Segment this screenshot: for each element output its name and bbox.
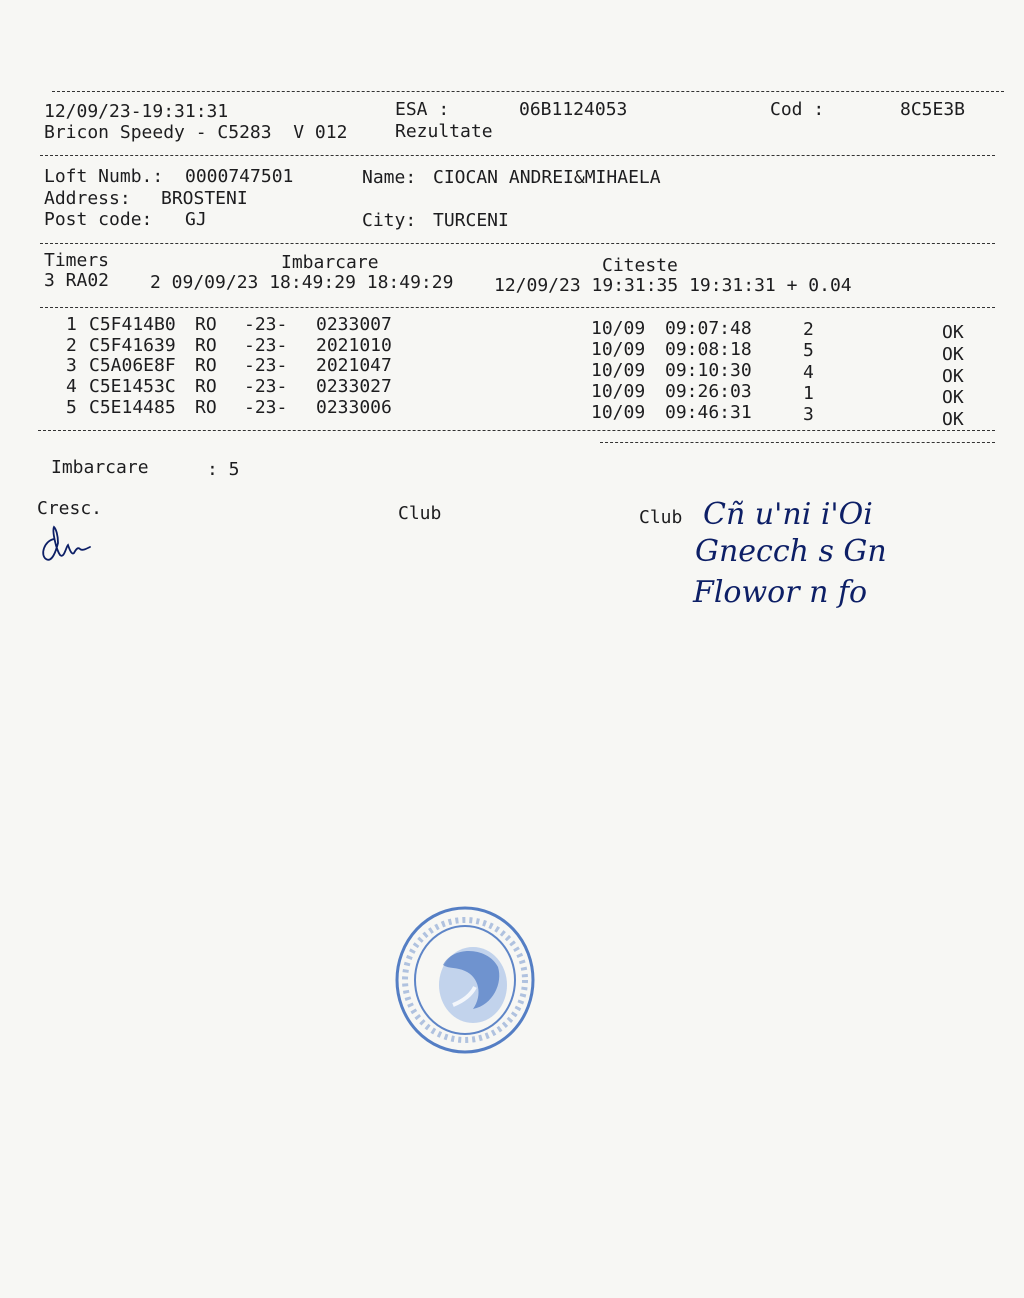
- position: 2: [803, 319, 814, 340]
- ring-id: C5F414B0: [89, 314, 176, 335]
- country: RO: [195, 397, 217, 418]
- country: RO: [195, 376, 217, 397]
- row-index: 1: [66, 314, 77, 335]
- arrival-date: 10/09: [591, 381, 646, 402]
- row-index: 4: [66, 376, 77, 397]
- ring-id: C5A06E8F: [89, 355, 176, 376]
- ring-number: 2021047: [316, 355, 392, 376]
- status: OK: [942, 322, 964, 343]
- esa-value: 06B1124053: [519, 99, 628, 120]
- postcode-label: Post code:: [44, 209, 153, 230]
- ring-id: C5F41639: [89, 335, 176, 356]
- arrival-time: 09:46:31: [665, 402, 752, 423]
- imbarcare-summary-value: : 5: [207, 459, 240, 480]
- city-label: City:: [362, 210, 417, 231]
- divider: [38, 430, 995, 431]
- arrival-time: 09:10:30: [665, 360, 752, 381]
- ring-number: 0233027: [316, 376, 392, 397]
- mode-label: Rezultate: [395, 121, 493, 142]
- address-value: BROSTENI: [161, 188, 248, 209]
- stamp-seal: [393, 905, 538, 1055]
- arrival-date: 10/09: [591, 339, 646, 360]
- year: -23-: [244, 355, 288, 376]
- arrival-date: 10/09: [591, 402, 646, 423]
- row-index: 3: [66, 355, 77, 376]
- ring-number: 0233006: [316, 397, 392, 418]
- timers-label: Timers: [44, 250, 110, 271]
- year: -23-: [244, 335, 288, 356]
- handwritten-note-line: Gnecch s Gn: [695, 534, 887, 569]
- cod-value: 8C5E3B: [900, 99, 966, 120]
- imbarcare-values: 2 09/09/23 18:49:29 18:49:29: [150, 272, 454, 293]
- country: RO: [195, 314, 217, 335]
- handwritten-note-line: Flowor n fo: [693, 575, 868, 610]
- divider: [40, 243, 995, 244]
- cresc-label: Cresc.: [37, 498, 103, 519]
- club-label-2: Club: [639, 507, 683, 528]
- citeste-values: 12/09/23 19:31:35 19:31:31 + 0.04: [494, 275, 852, 296]
- arrival-date: 10/09: [591, 318, 646, 339]
- divider: [52, 91, 1004, 92]
- divider: [600, 442, 995, 443]
- divider: [40, 307, 995, 308]
- status: OK: [942, 387, 964, 408]
- postcode-value: GJ: [185, 209, 207, 230]
- timer-id: 3 RA02: [44, 270, 110, 291]
- position: 3: [803, 404, 814, 425]
- country: RO: [195, 335, 217, 356]
- device-info: Bricon Speedy - C5283 V 012: [44, 122, 348, 143]
- year: -23-: [244, 314, 288, 335]
- esa-label: ESA :: [395, 99, 450, 120]
- arrival-time: 09:08:18: [665, 339, 752, 360]
- country: RO: [195, 355, 217, 376]
- position: 4: [803, 362, 814, 383]
- signature-scribble: [36, 525, 96, 570]
- ring-number: 2021010: [316, 335, 392, 356]
- position: 1: [803, 383, 814, 404]
- status: OK: [942, 366, 964, 387]
- row-index: 5: [66, 397, 77, 418]
- handwritten-note-line: Cñ u'ni i'Oi: [703, 497, 873, 532]
- header-datetime: 12/09/23-19:31:31: [44, 101, 229, 122]
- year: -23-: [244, 397, 288, 418]
- arrival-time: 09:26:03: [665, 381, 752, 402]
- address-label: Address:: [44, 188, 131, 209]
- name-label: Name:: [362, 167, 417, 188]
- status: OK: [942, 409, 964, 430]
- status: OK: [942, 344, 964, 365]
- row-index: 2: [66, 335, 77, 356]
- imbarcare-header: Imbarcare: [281, 252, 379, 273]
- name-value: CIOCAN ANDREI&MIHAELA: [433, 167, 661, 188]
- ring-id: C5E1453C: [89, 376, 176, 397]
- loft-label: Loft Numb.:: [44, 166, 164, 187]
- year: -23-: [244, 376, 288, 397]
- imbarcare-summary-label: Imbarcare: [51, 457, 149, 478]
- loft-value: 0000747501: [185, 166, 294, 187]
- ring-number: 0233007: [316, 314, 392, 335]
- city-value: TURCENI: [433, 210, 509, 231]
- club-label: Club: [398, 503, 442, 524]
- divider: [40, 155, 995, 156]
- citeste-header: Citeste: [602, 255, 678, 276]
- cod-label: Cod :: [770, 99, 825, 120]
- ring-id: C5E14485: [89, 397, 176, 418]
- arrival-date: 10/09: [591, 360, 646, 381]
- position: 5: [803, 340, 814, 361]
- arrival-time: 09:07:48: [665, 318, 752, 339]
